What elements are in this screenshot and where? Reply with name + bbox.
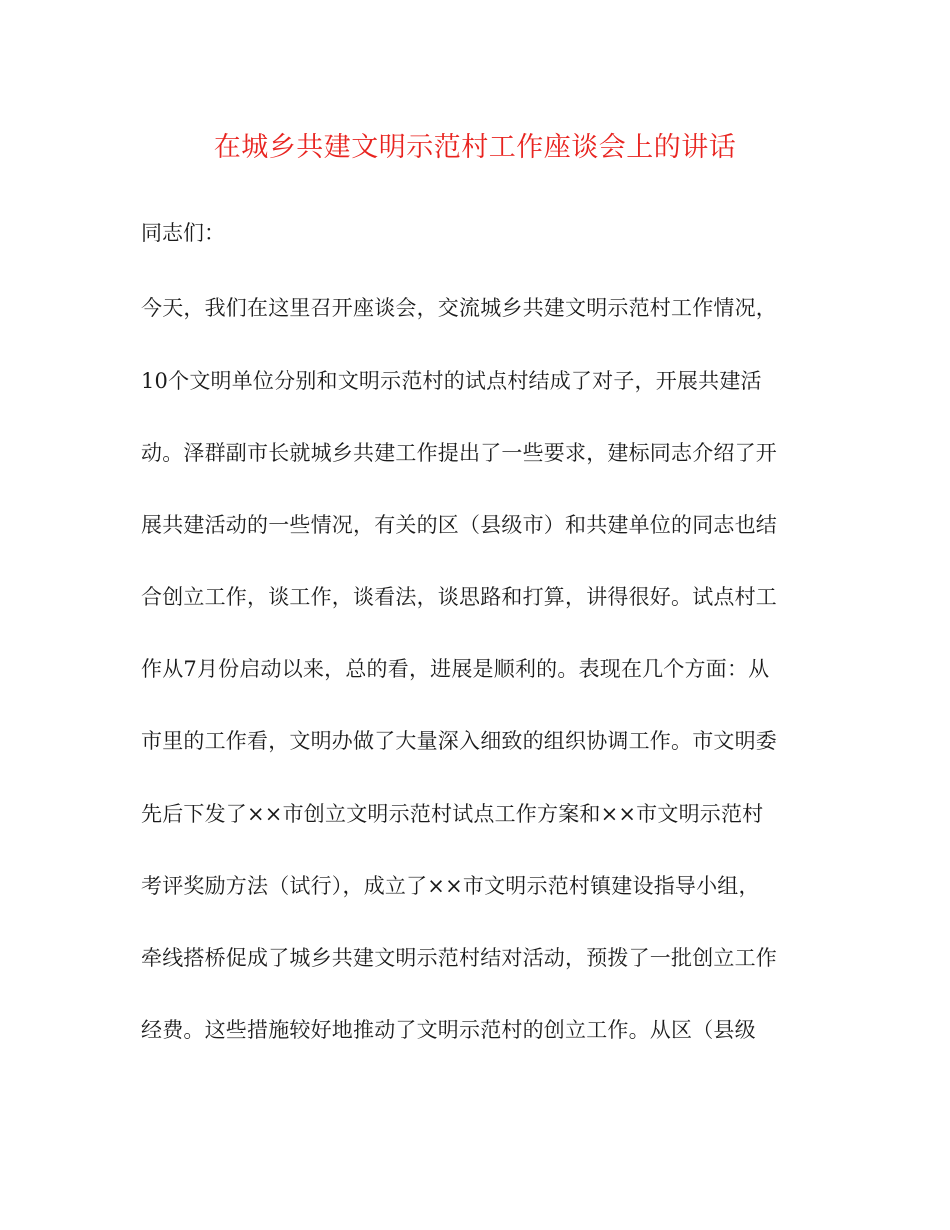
paragraph-line: 今天，我们在这里召开座谈会，交流城乡共建文明示范村工作情况， — [141, 296, 777, 320]
document-title: 在城乡共建文明示范村工作座谈会上的讲话 — [213, 132, 737, 163]
paragraph-line: 市里的工作看，文明办做了大量深入细致的组织协调工作。市文明委 — [141, 729, 777, 753]
paragraph-line: 先后下发了××市创立文明示范村试点工作方案和××市文明示范村 — [141, 802, 764, 826]
paragraph-line: 作从7月份启动以来，总的看，进展是顺利的。表现在几个方面：从 — [141, 657, 770, 681]
paragraph-line: 10个文明单位分别和文明示范村的试点村结成了对子，开展共建活 — [141, 369, 762, 393]
paragraph-line: 合创立工作，谈工作，谈看法，谈思路和打算，讲得很好。试点村工 — [141, 585, 777, 609]
paragraph-line: 动。泽群副市长就城乡共建工作提出了一些要求，建标同志介绍了开 — [141, 441, 777, 465]
salutation: 同志们： — [141, 221, 225, 245]
paragraph-line: 牵线搭桥促成了城乡共建文明示范村结对活动，预拨了一批创立工作 — [141, 946, 777, 970]
paragraph-line: 经费。这些措施较好地推动了文明示范村的创立工作。从区（县级 — [141, 1018, 756, 1042]
paragraph-line: 展共建活动的一些情况，有关的区（县级市）和共建单位的同志也结 — [141, 513, 777, 537]
paragraph-line: 考评奖励方法（试行），成立了××市文明示范村镇建设指导小组， — [141, 874, 760, 898]
